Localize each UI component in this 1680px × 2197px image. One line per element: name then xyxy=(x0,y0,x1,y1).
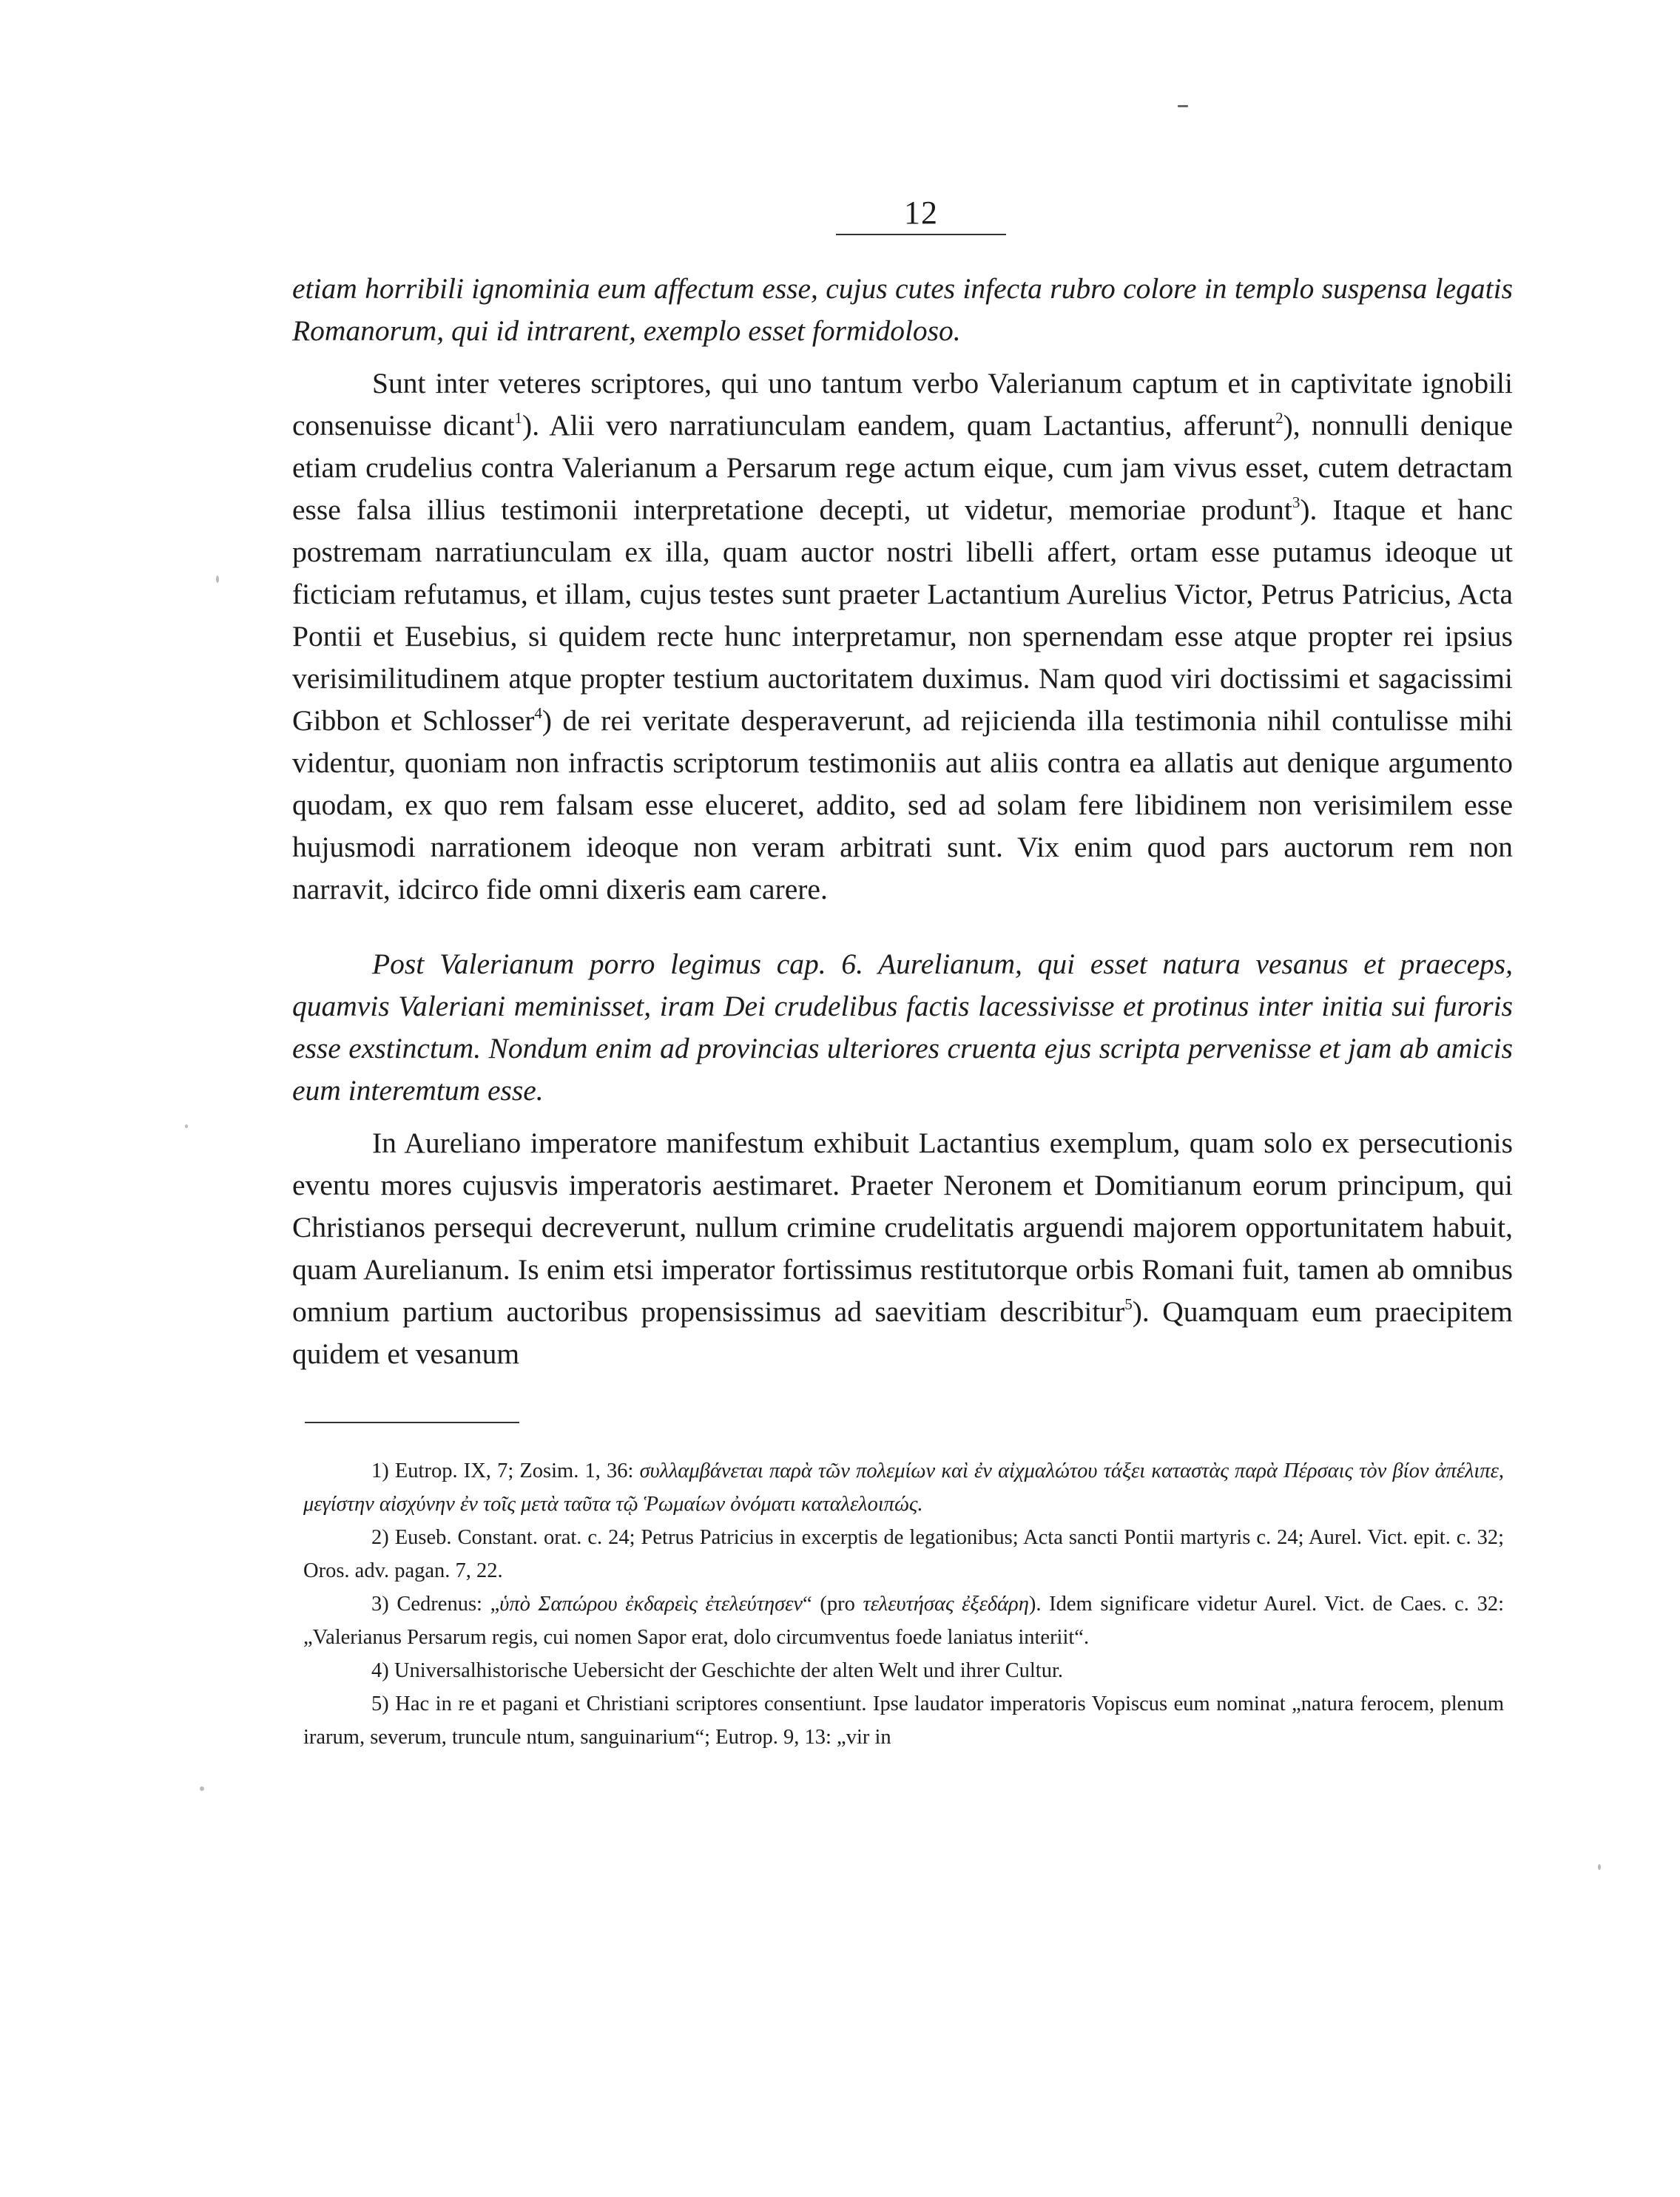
footnote-5: 5) Hac in re et pagani et Christiani scriptores consentiunt. Ipse laudator imperatoris Vopiscus eum nominat „natura ferocem, plenum irarum, severum, truncule ntum, sanguinarium“; Eutrop. 9, 13: „vir in xyxy=(303,1693,1504,1749)
footnote-ref-3[interactable]: 3 xyxy=(1292,493,1301,511)
footnote-ref-1[interactable]: 1 xyxy=(514,409,523,427)
page-number: 12 xyxy=(904,195,938,231)
page-speck xyxy=(216,576,219,583)
page-speck xyxy=(185,1124,188,1128)
paragraph-2: Sunt inter veteres scriptores, qui uno tantum verbo Valerianum captum et in captivitate ignobili consenuisse dicant$^1$). Alii vero narratiunculam eandem, quam Lactantius, afferunt$^2$), nonnulli denique etiam crudelius contra Valerianum a Persarum rege actum eique, cum jam vivus esset, cutem detractam esse falsa illius testimonii interpretatione decepti, ut videtur, memoriae produnt$^3$). Itaque et hanc postremam narratiunculam ex illa, quam auctor nostri libelli affert, ortam esse putamus ideoque ut ficticiam refutamus, et illam, cujus testes sunt praeter Lactantium Aurelius Victor, Petrus Patricius, Acta Pontii et Eusebius, si quidem recte hunc interpretamur, non spernendam esse atque propter rei ipsius verisimilitudinem atque propter testium auctoritatem duximus. Nam quod viri doctissimi et sagacissimi Gibbon et Schlosser$^4$) de rei veritate desperaverunt, ad rejicienda illa testimonia nihil contulisse mihi videntur, quoniam non infractis scriptorum testimoniis aut aliis contra ea allatis aut denique argumento quodam, ex quo rem falsam esse eluceret, addito, sed ad solam fere libidinem non verisimilem esse hujusmodi narrationem ideoque non veram arbitrati sunt. Vix enim quod pars auctorum rem non narravit, idcirco fide omni dixeris eam carere. xyxy=(292,367,1514,905)
footnote-2: 2) Euseb. Constant. orat. c. 24; Petrus Patricius in excerptis de legationibus; Acta sancti Pontii martyris c. 24; Aurel. Vict. epit. c. 32; Oros. adv. pagan. 7, 22. xyxy=(303,1526,1504,1582)
page-speck xyxy=(1598,1864,1601,1870)
footnote-ref-2[interactable]: 2 xyxy=(1275,409,1283,427)
footnote-4: 4) Universalhistorische Uebersicht der Geschichte der alten Welt und ihrer Cultur. xyxy=(371,1659,1064,1682)
header-rule xyxy=(836,234,1006,235)
footnote-ref-4[interactable]: 4 xyxy=(534,704,542,722)
footnote-ref-5[interactable]: 5 xyxy=(1124,1295,1133,1313)
paragraph-1: etiam horribili ignominia eum affectum esse, cujus cutes infecta rubro colore in templo suspensa legatis Romanorum, qui id intrarent, exemplo esset formidoloso. xyxy=(292,272,1513,347)
footnote-1: 1) Eutrop. IX, 7; Zosim. 1, 36: συλλαμβάνεται παρὰ τῶν πολεμίων καὶ ἐν αἰχμαλώτου τάξει καταστὰς παρὰ Πέρσαις τὸν βίον ἀπέλιπε, μεγίστην αἰσχύνην ἐν τοῖς μετὰ ταῦτα τῷ Ῥωμαίων ὀνόματι καταλελοιπώς. xyxy=(303,1459,1504,1516)
main-text xyxy=(292,268,1513,1375)
footnote-3: 3) Cedrenus: „ὑπὸ Σαπώρου ἐκδαρεὶς ἐτελεύτησεν“ (pro τελευτήσας ἐξεδάρη). Idem significare videtur Aurel. Vict. de Caes. c. 32: „Valerianus Persarum regis, cui nomen Sapor erat, dolo circumventus foede laniatus interiit“. xyxy=(303,1593,1504,1649)
page-mark xyxy=(1178,105,1188,107)
paragraph-4: In Aureliano imperatore manifestum exhibuit Lactantius exemplum, quam solo ex persecutionis eventu mores cujusvis imperatoris aestimaret. Praeter Neronem et Domitianum eorum principum, qui Christianos persequi decreverunt, nullum crimine crudelitatis arguendi majorem opportunitatem habuit, quam Aurelianum. Is enim etsi imperator fortissimus restitutorque orbis Romani fuit, tamen ab omnibus omnium partium auctoribus propensissimus ad saevitiam describitur$^5$). Quamquam eum praecipitem quidem et vesanum xyxy=(292,1127,1513,1370)
footnote-rule xyxy=(305,1422,519,1423)
footnotes xyxy=(303,1454,1504,1754)
paragraph-3: Post Valerianum porro legimus cap. 6. Aurelianum, qui esset natura vesanus et praeceps, quamvis Valeriani meminisset, iram Dei crudelibus factis lacessivisse et protinus inter initia sui furoris esse exstinctum. Nondum enim ad provincias ulteriores cruenta ejus scripta pervenisse et jam ab amicis eum interemtum esse. xyxy=(292,948,1513,1107)
page-speck xyxy=(200,1786,204,1791)
